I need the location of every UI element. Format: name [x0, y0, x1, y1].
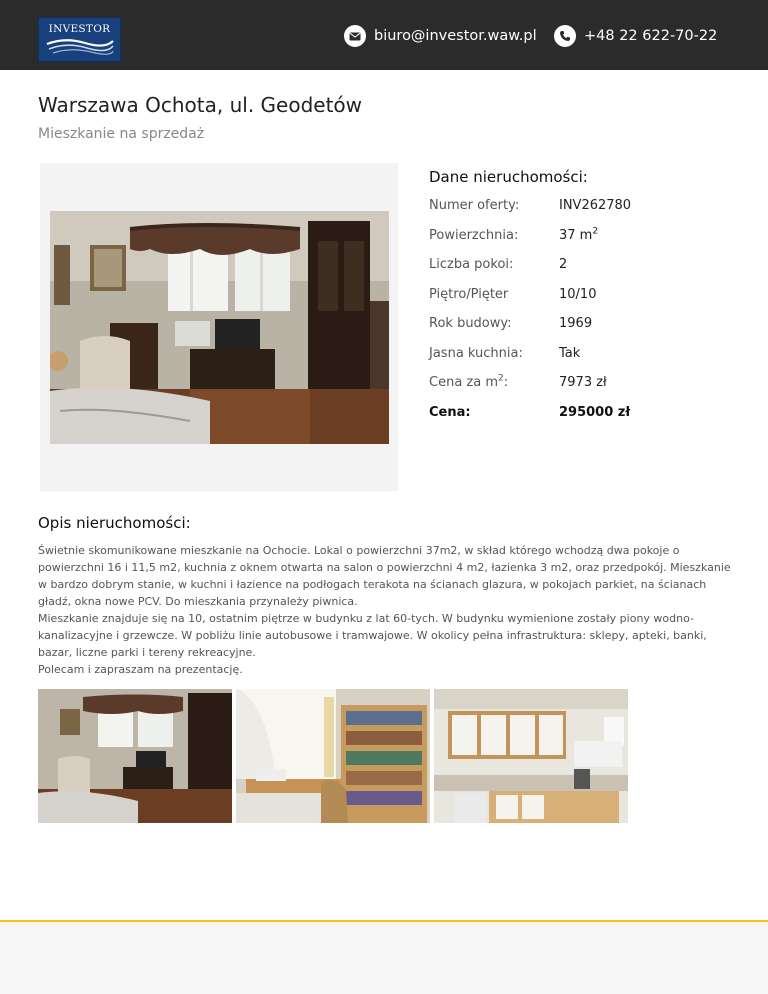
main-photo-frame [40, 163, 398, 491]
detail-row-year-built [429, 309, 729, 339]
main-photo[interactable] [50, 211, 389, 444]
detail-value: 10/10 [559, 286, 597, 302]
details-table [429, 191, 729, 427]
detail-label: Powierzchnia: [429, 227, 519, 243]
detail-value: 295000 zł [559, 404, 631, 420]
site-header [0, 0, 768, 70]
detail-label: Rok budowy: [429, 316, 512, 332]
detail-value: 7973 zł [559, 375, 607, 391]
detail-row-price-per-m2 [429, 368, 729, 398]
description-paragraph: Mieszkanie znajduje się na 10, ostatnim piętrze w budynku z lat 60-tych. W budynku wymienione zostały piony wodno-kanalizacyjne i grzewcze. W pobliżu linie autobusowe i tramwajowe. W okolicy pełna infrastruktura: sklepy, apteki, banki, bazar, liczne parki i tereny rekreacyjne. [38, 612, 707, 659]
page-subtitle: Mieszkanie na sprzedaż [38, 126, 205, 142]
email-text[interactable]: biuro@investor.waw.pl [374, 28, 537, 44]
envelope-icon [344, 25, 366, 47]
description-paragraph: Polecam i zapraszam na prezentację. [38, 663, 243, 676]
gallery-photo-study-room[interactable] [236, 689, 430, 823]
detail-label: Jasna kuchnia: [429, 345, 523, 361]
detail-row-offer-number [429, 191, 729, 221]
detail-label: Cena: [429, 404, 471, 420]
detail-label: Numer oferty: [429, 198, 520, 214]
contact-email[interactable] [344, 24, 537, 48]
gallery-photo-living-room[interactable] [38, 689, 232, 823]
detail-row-price [429, 398, 729, 428]
detail-row-rooms [429, 250, 729, 280]
details-heading: Dane nieruchomości: [429, 168, 588, 186]
page-title: Warszawa Ochota, ul. Geodetów [38, 93, 363, 117]
detail-label: Cena za $m^2$: [429, 373, 509, 391]
description-text [38, 542, 738, 678]
phone-text[interactable]: +48 22 622-70-22 [584, 28, 718, 44]
detail-value: 2 [559, 257, 568, 273]
detail-row-bright-kitchen [429, 339, 729, 369]
logo-wave-icon [45, 38, 115, 58]
gallery-photo-kitchen[interactable] [434, 689, 628, 823]
description-paragraph: Świetnie skomunikowane mieszkanie na Ochocie. Lokal o powierzchni 37m2, w skład którego wchodzą dwa pokoje o powierzchni 16 i 11,5 m2, kuchnia z oknem otwarta na salon o powierzchni 4 m2, łazienka 3 m2, oraz przedpokój. Mieszkanie w bardzo dobrym stanie, w kuchni i łazience na podłogach terakota na ścianach glazura, w pokojach parkiet, na ścianach gładź, okna nowe PCV. Do mieszkania przynależy piwnica. [38, 544, 731, 608]
contact-phone[interactable] [554, 24, 717, 48]
logo-text: INVESTOR [48, 23, 111, 35]
detail-label: Liczba pokoi: [429, 257, 514, 273]
detail-value: Tak [559, 345, 581, 361]
detail-value: INV262780 [559, 198, 632, 214]
phone-icon [554, 25, 576, 47]
detail-value: 1969 [559, 316, 593, 332]
detail-row-floor [429, 280, 729, 310]
description-heading: Opis nieruchomości: [38, 514, 191, 532]
detail-value: 37 $m^2$ [559, 226, 599, 243]
page-footer [0, 922, 768, 994]
detail-row-area [429, 221, 729, 251]
detail-label: Piętro/Pięter [429, 286, 509, 302]
investor-logo[interactable] [38, 17, 121, 62]
